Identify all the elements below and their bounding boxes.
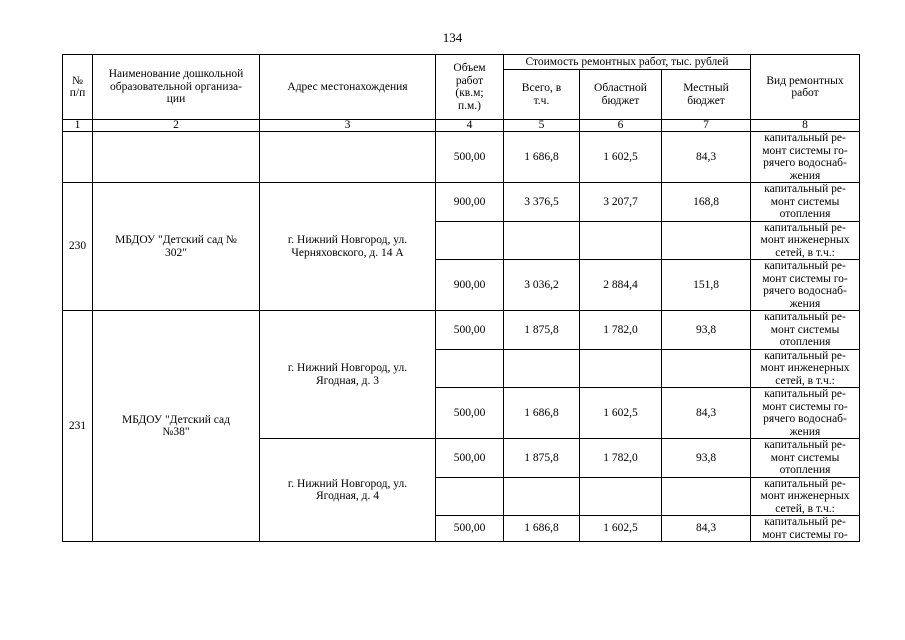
cell-volume: 900,00 bbox=[436, 183, 504, 222]
record-address bbox=[260, 132, 436, 183]
record-name: МБДОУ "Детский сад № 302" bbox=[93, 183, 260, 311]
cell-volume: 500,00 bbox=[436, 439, 504, 478]
cell-volume: 500,00 bbox=[436, 132, 504, 183]
record-num: 230 bbox=[63, 183, 93, 311]
cell-total bbox=[504, 221, 580, 260]
table-row bbox=[63, 132, 860, 183]
cell-regional bbox=[580, 349, 662, 388]
cell-work-type: капитальный ре- монт системы отопления bbox=[751, 311, 860, 350]
header-volume: Объем работ (кв.м; п.м.) bbox=[436, 55, 504, 120]
cell-total bbox=[504, 349, 580, 388]
cell-local: 93,8 bbox=[662, 311, 751, 350]
cell-regional: 1 782,0 bbox=[580, 439, 662, 478]
cell-local: 151,8 bbox=[662, 260, 751, 311]
column-number: 4 bbox=[436, 120, 504, 132]
header-cost-group: Стоимость ремонтных работ, тыс. рублей bbox=[504, 55, 751, 70]
cell-regional: 3 207,7 bbox=[580, 183, 662, 222]
cell-total: 1 875,8 bbox=[504, 311, 580, 350]
cell-total: 3 036,2 bbox=[504, 260, 580, 311]
cell-total: 3 376,5 bbox=[504, 183, 580, 222]
cell-regional: 1 602,5 bbox=[580, 132, 662, 183]
column-number: 5 bbox=[504, 120, 580, 132]
record-num: 231 bbox=[63, 311, 93, 542]
cell-volume bbox=[436, 349, 504, 388]
header-work-type: Вид ремонтных работ bbox=[751, 55, 860, 120]
cell-total: 1 875,8 bbox=[504, 439, 580, 478]
header-name: Наименование дошкольной образовательной организа- ции bbox=[93, 55, 260, 120]
column-number: 1 bbox=[63, 120, 93, 132]
cell-volume: 500,00 bbox=[436, 311, 504, 350]
cell-volume: 900,00 bbox=[436, 260, 504, 311]
cell-local: 84,3 bbox=[662, 516, 751, 542]
cell-local bbox=[662, 221, 751, 260]
cell-volume: 500,00 bbox=[436, 516, 504, 542]
cell-regional: 1 782,0 bbox=[580, 311, 662, 350]
table-row bbox=[63, 311, 860, 350]
cell-regional bbox=[580, 221, 662, 260]
cell-local: 84,3 bbox=[662, 132, 751, 183]
cell-work-type: капитальный ре- монт инженерных сетей, в т.ч.: bbox=[751, 221, 860, 260]
record-address: г. Нижний Новгород, ул. Черняховского, д. 14 А bbox=[260, 183, 436, 311]
cell-regional bbox=[580, 477, 662, 516]
cell-work-type: капитальный ре- монт системы го- рячего водоснаб- жения bbox=[751, 260, 860, 311]
table-row bbox=[63, 183, 860, 222]
cell-work-type: капитальный ре- монт системы отопления bbox=[751, 183, 860, 222]
record-name bbox=[93, 132, 260, 183]
cell-total bbox=[504, 477, 580, 516]
record-num bbox=[63, 132, 93, 183]
record-name: МБДОУ "Детский сад №38" bbox=[93, 311, 260, 542]
cell-regional: 1 602,5 bbox=[580, 388, 662, 439]
cell-regional: 2 884,4 bbox=[580, 260, 662, 311]
cell-work-type: капитальный ре- монт системы го- рячего водоснаб- жения bbox=[751, 132, 860, 183]
page-number: 134 bbox=[442, 30, 463, 45]
cell-local: 93,8 bbox=[662, 439, 751, 478]
cell-volume bbox=[436, 477, 504, 516]
header-address: Адрес местонахождения bbox=[260, 55, 436, 120]
cell-work-type: капитальный ре- монт инженерных сетей, в т.ч.: bbox=[751, 477, 860, 516]
cell-total: 1 686,8 bbox=[504, 516, 580, 542]
column-number-row bbox=[63, 120, 860, 132]
record-address: г. Нижний Новгород, ул. Ягодная, д. 4 bbox=[260, 439, 436, 542]
cell-total: 1 686,8 bbox=[504, 132, 580, 183]
cell-total: 1 686,8 bbox=[504, 388, 580, 439]
cell-regional: 1 602,5 bbox=[580, 516, 662, 542]
header-row-1 bbox=[63, 55, 860, 70]
column-number: 3 bbox=[260, 120, 436, 132]
header-num: № п/п bbox=[63, 55, 93, 120]
column-number: 2 bbox=[93, 120, 260, 132]
header-regional: Областной бюджет bbox=[580, 70, 662, 120]
column-number: 8 bbox=[751, 120, 860, 132]
cell-work-type: капитальный ре- монт системы отопления bbox=[751, 439, 860, 478]
cell-volume bbox=[436, 221, 504, 260]
column-number: 6 bbox=[580, 120, 662, 132]
cell-local: 84,3 bbox=[662, 388, 751, 439]
cell-work-type: капитальный ре- монт системы го- bbox=[751, 516, 860, 542]
cell-volume: 500,00 bbox=[436, 388, 504, 439]
cell-work-type: капитальный ре- монт инженерных сетей, в т.ч.: bbox=[751, 349, 860, 388]
cell-local bbox=[662, 477, 751, 516]
cell-work-type: капитальный ре- монт системы го- рячего водоснаб- жения bbox=[751, 388, 860, 439]
column-number: 7 bbox=[662, 120, 751, 132]
cell-local bbox=[662, 349, 751, 388]
record-address: г. Нижний Новгород, ул. Ягодная, д. 3 bbox=[260, 311, 436, 439]
header-total: Всего, в т.ч. bbox=[504, 70, 580, 120]
header-local: Местный бюджет bbox=[662, 70, 751, 120]
repair-cost-table bbox=[62, 54, 860, 542]
cell-local: 168,8 bbox=[662, 183, 751, 222]
